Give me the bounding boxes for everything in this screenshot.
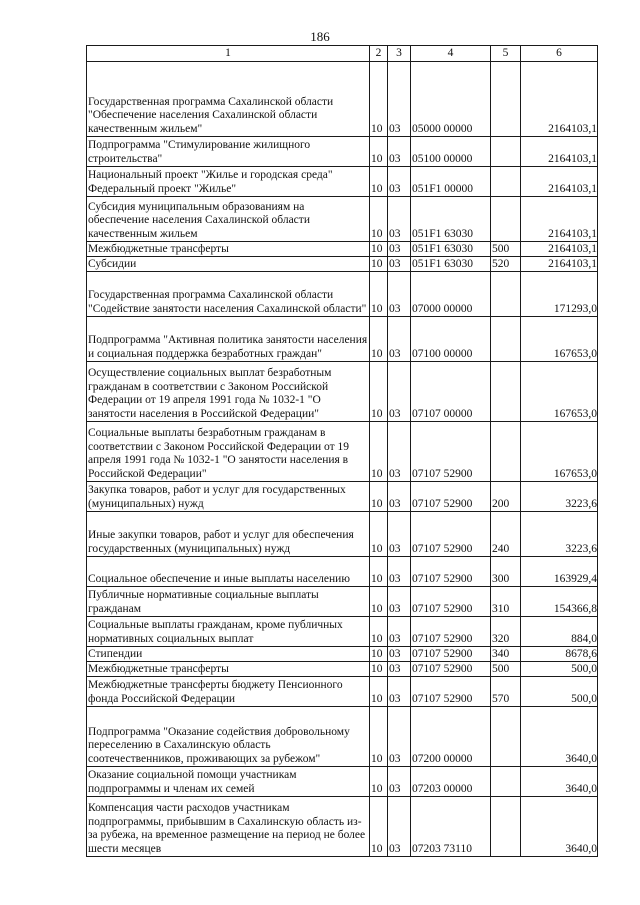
header-row	[87, 46, 598, 62]
item-name: Государственная программа Сахалинской области "Обеспечение населения Сахалинской области качественным жильем"	[87, 62, 370, 137]
section-code: 10	[370, 257, 388, 272]
item-name: Межбюджетные трансферты	[87, 662, 370, 677]
section-code: 10	[370, 677, 388, 707]
expense-type-code: 340	[491, 647, 521, 662]
section-code: 10	[370, 137, 388, 167]
amount: 154366,8	[521, 587, 598, 617]
section-code: 10	[370, 707, 388, 767]
subsection-code: 03	[388, 167, 411, 197]
amount: 2164103,1	[521, 62, 598, 137]
subsection-code: 03	[388, 422, 411, 482]
target-article-code: 051F1 63030	[411, 197, 491, 242]
section-code: 10	[370, 197, 388, 242]
target-article-code: 07000 00000	[411, 272, 491, 317]
target-article-code: 07107 52900	[411, 647, 491, 662]
table-row	[87, 482, 598, 512]
subsection-code: 03	[388, 647, 411, 662]
target-article-code: 07203 00000	[411, 767, 491, 797]
section-code: 10	[370, 797, 388, 857]
amount: 2164103,1	[521, 137, 598, 167]
subsection-code: 03	[388, 797, 411, 857]
section-code: 10	[370, 767, 388, 797]
amount: 2164103,1	[521, 197, 598, 242]
section-code: 10	[370, 242, 388, 257]
subsection-code: 03	[388, 317, 411, 362]
section-code: 10	[370, 587, 388, 617]
table-row	[87, 197, 598, 242]
target-article-code: 07100 00000	[411, 317, 491, 362]
expense-type-code: 240	[491, 512, 521, 557]
table-row	[87, 677, 598, 707]
amount: 167653,0	[521, 317, 598, 362]
amount: 8678,6	[521, 647, 598, 662]
item-name: Оказание социальной помощи участникам подпрограммы и членам их семей	[87, 767, 370, 797]
subsection-code: 03	[388, 512, 411, 557]
target-article-code: 07107 52900	[411, 557, 491, 587]
expense-type-code: 520	[491, 257, 521, 272]
amount: 3640,0	[521, 767, 598, 797]
section-code: 10	[370, 62, 388, 137]
target-article-code: 07200 00000	[411, 707, 491, 767]
target-article-code: 05100 00000	[411, 137, 491, 167]
expense-type-code	[491, 422, 521, 482]
table-row	[87, 422, 598, 482]
expense-type-code	[491, 272, 521, 317]
table-row	[87, 797, 598, 857]
section-code: 10	[370, 317, 388, 362]
target-article-code: 051F1 63030	[411, 242, 491, 257]
item-name: Компенсация части расходов участникам подпрограммы, прибывшим в Сахалинскую область из-за рубежа, на временное размещение на период не более шести месяцев	[87, 797, 370, 857]
table-row	[87, 512, 598, 557]
subsection-code: 03	[388, 257, 411, 272]
section-code: 10	[370, 512, 388, 557]
expense-type-code	[491, 317, 521, 362]
subsection-code: 03	[388, 197, 411, 242]
amount: 3223,6	[521, 482, 598, 512]
target-article-code: 07107 52900	[411, 677, 491, 707]
expense-type-code: 570	[491, 677, 521, 707]
table-row	[87, 362, 598, 422]
section-code: 10	[370, 557, 388, 587]
target-article-code: 07107 00000	[411, 362, 491, 422]
page-number: 186	[310, 29, 330, 44]
expense-type-code: 320	[491, 617, 521, 647]
subsection-code: 03	[388, 617, 411, 647]
column-header: 1	[87, 46, 370, 62]
item-name: Подпрограмма "Активная политика занятости населения и социальная поддержка безработных граждан"	[87, 317, 370, 362]
expense-type-code: 200	[491, 482, 521, 512]
table-row	[87, 662, 598, 677]
target-article-code: 05000 00000	[411, 62, 491, 137]
amount: 884,0	[521, 617, 598, 647]
subsection-code: 03	[388, 362, 411, 422]
item-name: Социальные выплаты гражданам, кроме публичных нормативных социальных выплат	[87, 617, 370, 647]
table-row	[87, 557, 598, 587]
section-code: 10	[370, 272, 388, 317]
item-name: Иные закупки товаров, работ и услуг для обеспечения государственных (муниципальных) нужд	[87, 512, 370, 557]
subsection-code: 03	[388, 272, 411, 317]
section-code: 10	[370, 482, 388, 512]
subsection-code: 03	[388, 137, 411, 167]
table-row	[87, 617, 598, 647]
target-article-code: 051F1 00000	[411, 167, 491, 197]
expense-type-code	[491, 797, 521, 857]
item-name: Социальное обеспечение и иные выплаты населению	[87, 557, 370, 587]
amount: 2164103,1	[521, 167, 598, 197]
table-body	[87, 62, 598, 857]
expense-type-code	[491, 62, 521, 137]
item-name: Субсидии	[87, 257, 370, 272]
expense-type-code	[491, 362, 521, 422]
section-code: 10	[370, 647, 388, 662]
item-name: Закупка товаров, работ и услуг для государственных (муниципальных) нужд	[87, 482, 370, 512]
table-row	[87, 587, 598, 617]
target-article-code: 07107 52900	[411, 617, 491, 647]
expense-type-code	[491, 137, 521, 167]
expense-type-code	[491, 167, 521, 197]
section-code: 10	[370, 167, 388, 197]
item-name: Межбюджетные трансферты	[87, 242, 370, 257]
table-row	[87, 167, 598, 197]
column-header: 6	[521, 46, 598, 62]
target-article-code: 07107 52900	[411, 587, 491, 617]
column-header: 3	[388, 46, 411, 62]
section-code: 10	[370, 362, 388, 422]
target-article-code: 07107 52900	[411, 422, 491, 482]
table-row	[87, 272, 598, 317]
item-name: Публичные нормативные социальные выплаты гражданам	[87, 587, 370, 617]
subsection-code: 03	[388, 242, 411, 257]
amount: 500,0	[521, 677, 598, 707]
subsection-code: 03	[388, 662, 411, 677]
amount: 3640,0	[521, 707, 598, 767]
expense-type-code: 300	[491, 557, 521, 587]
subsection-code: 03	[388, 767, 411, 797]
table-row	[87, 317, 598, 362]
subsection-code: 03	[388, 482, 411, 512]
expense-type-code	[491, 197, 521, 242]
item-name: Подпрограмма "Оказание содействия добровольному переселению в Сахалинскую область соотечественников, проживающих за рубежом"	[87, 707, 370, 767]
amount: 2164103,1	[521, 242, 598, 257]
table-row	[87, 242, 598, 257]
table-row	[87, 257, 598, 272]
table-row	[87, 137, 598, 167]
target-article-code: 07107 52900	[411, 662, 491, 677]
subsection-code: 03	[388, 557, 411, 587]
column-header: 5	[491, 46, 521, 62]
amount: 171293,0	[521, 272, 598, 317]
amount: 3223,6	[521, 512, 598, 557]
expense-type-code: 500	[491, 242, 521, 257]
item-name: Осуществление социальных выплат безработным гражданам в соответствии с Законом Российской Федерации от 19 апреля 1991 года № 1032-1 "О занятости населения в Российской Федерации"	[87, 362, 370, 422]
target-article-code: 07107 52900	[411, 512, 491, 557]
column-header: 2	[370, 46, 388, 62]
table-row	[87, 647, 598, 662]
item-name: Социальные выплаты безработным гражданам в соответствии с Законом Российской Федерации от 19 апреля 1991 года № 1032-1 "О занятости населения в Российской Федерации"	[87, 422, 370, 482]
item-name: Межбюджетные трансферты бюджету Пенсионного фонда Российской Федерации	[87, 677, 370, 707]
item-name: Подпрограмма "Стимулирование жилищного строительства"	[87, 137, 370, 167]
expense-type-code	[491, 767, 521, 797]
amount: 3640,0	[521, 797, 598, 857]
subsection-code: 03	[388, 707, 411, 767]
subsection-code: 03	[388, 677, 411, 707]
table-row	[87, 62, 598, 137]
table-row	[87, 707, 598, 767]
item-name: Стипендии	[87, 647, 370, 662]
budget-table	[86, 45, 598, 857]
expense-type-code	[491, 707, 521, 767]
expense-type-code: 310	[491, 587, 521, 617]
section-code: 10	[370, 662, 388, 677]
subsection-code: 03	[388, 587, 411, 617]
section-code: 10	[370, 617, 388, 647]
subsection-code: 03	[388, 62, 411, 137]
table-row	[87, 767, 598, 797]
amount: 167653,0	[521, 422, 598, 482]
column-header: 4	[411, 46, 491, 62]
target-article-code: 051F1 63030	[411, 257, 491, 272]
amount: 2164103,1	[521, 257, 598, 272]
item-name: Государственная программа Сахалинской области "Содействие занятости населения Сахалинской области"	[87, 272, 370, 317]
amount: 163929,4	[521, 557, 598, 587]
amount: 500,0	[521, 662, 598, 677]
amount: 167653,0	[521, 362, 598, 422]
item-name: Национальный проект "Жилье и городская среда" Федеральный проект "Жилье"	[87, 167, 370, 197]
item-name: Субсидия муниципальным образованиям на обеспечение населения Сахалинской области качественным жильем	[87, 197, 370, 242]
target-article-code: 07203 73110	[411, 797, 491, 857]
target-article-code: 07107 52900	[411, 482, 491, 512]
expense-type-code: 500	[491, 662, 521, 677]
section-code: 10	[370, 422, 388, 482]
